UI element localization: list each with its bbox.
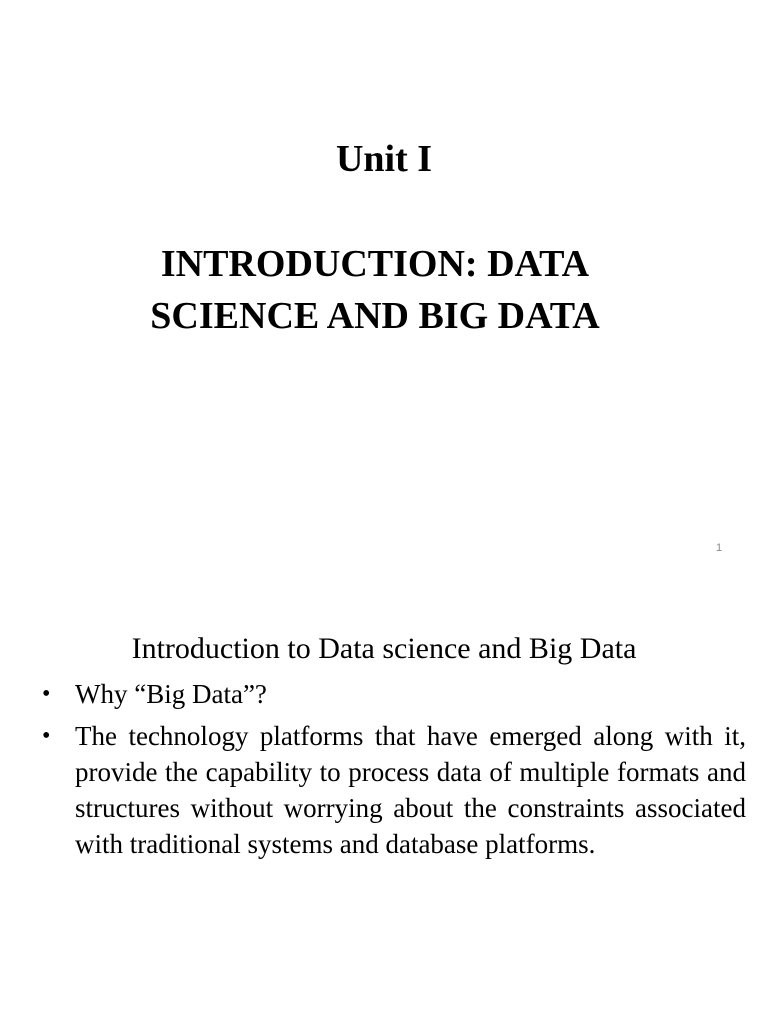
slide-2 — [0, 590, 768, 1024]
bullet-text: Why “Big Data”? — [75, 679, 267, 709]
bullet-icon: • — [42, 723, 51, 749]
bullet-item — [42, 718, 746, 862]
bullet-text: The technology platforms that have emerged along with it, provide the capability to process data of multiple formats and structures without worrying about the constraints associated with traditional systems and database platforms. — [75, 721, 746, 859]
unit-title: Unit I — [335, 138, 433, 180]
bullet-list — [42, 676, 746, 868]
bullet-item — [42, 676, 746, 712]
bullet-icon: • — [42, 681, 51, 707]
slide-number: 1 — [715, 542, 723, 554]
slide-title-line-1: INTRODUCTION: DATA — [160, 243, 590, 285]
slide-heading: Introduction to Data science and Big Data — [131, 632, 637, 665]
slide-title — [80, 238, 670, 342]
slide-title-line-2: SCIENCE AND BIG DATA — [150, 295, 600, 337]
